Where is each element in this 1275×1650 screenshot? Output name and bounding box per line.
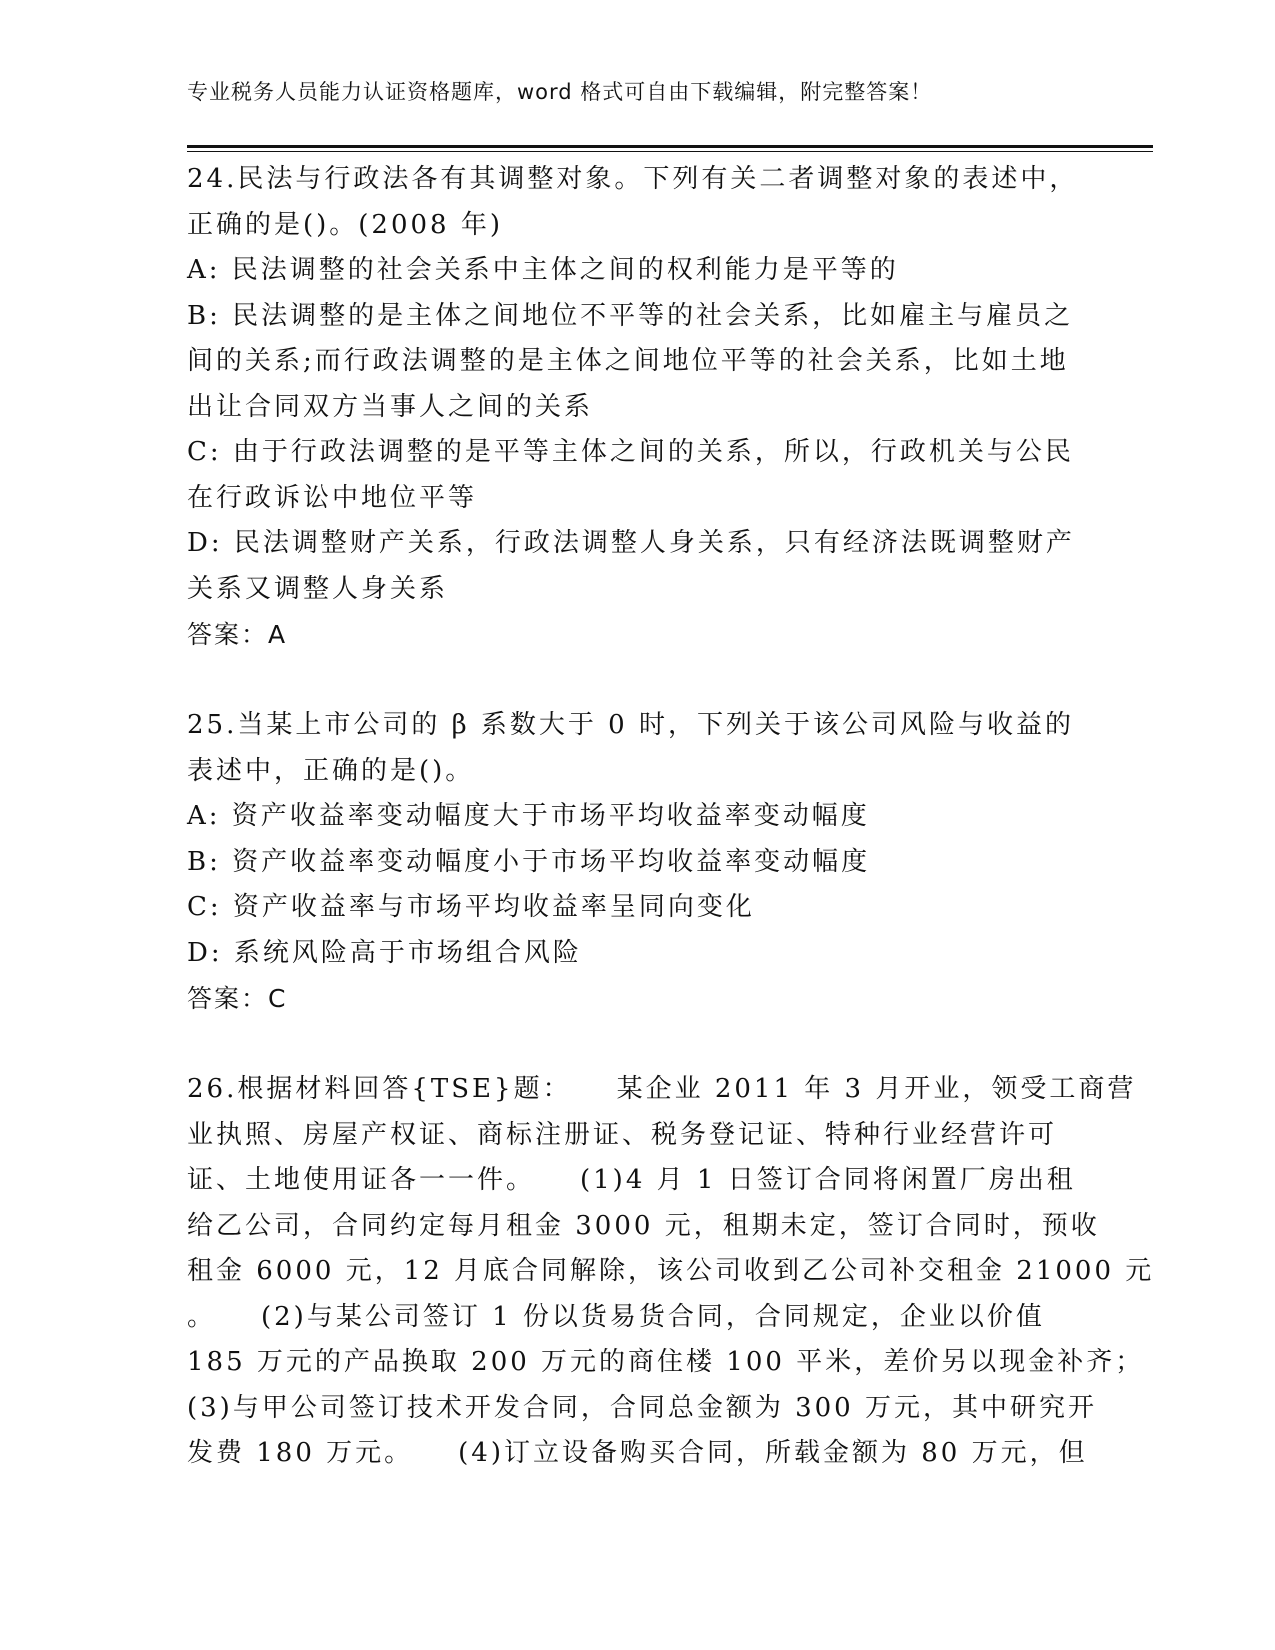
question-stem: 正确的是()。(2008 年) — [187, 209, 504, 240]
option-line: D: 民法调整财产关系，行政法调整人身关系，只有经济法既调整财产 — [187, 528, 1075, 558]
question-stem: 证、土地使用证各一一件。 (1)4 月 1 日签订合同将闲置厂房出租 — [187, 1165, 1076, 1195]
option-d — [187, 931, 1147, 977]
option-a — [187, 248, 1147, 294]
question-stem: 24.民法与行政法各有其调整对象。下列有关二者调整对象的表述中， — [187, 164, 1079, 194]
question-stem: 租金 6000 元，12 月底合同解除，该公司收到乙公司补交租金 21000 元 — [187, 1256, 1155, 1286]
question-stem: 表述中，正确的是()。 — [187, 755, 475, 786]
question-stem: 26.根据材料回答{TSE}题： 某企业 2011 年 3 月开业，领受工商营 — [187, 1074, 1137, 1104]
question-stem: (3)与甲公司签订技术开发合同，合同总金额为 300 万元，其中研究开 — [187, 1392, 1097, 1423]
question-stem: 25.当某上市公司的 β 系数大于 0 时，下列关于该公司风险与收益的 — [187, 710, 1074, 740]
header-rule-thin — [187, 151, 1153, 152]
spacer — [187, 658, 1147, 704]
option-line: 在行政诉讼中地位平等 — [187, 482, 478, 513]
option-c — [187, 885, 1147, 931]
question-stem: 185 万元的产品换取 200 万元的商住楼 100 平米，差价另以现金补齐； — [187, 1347, 1145, 1377]
question-stem: 发费 180 万元。 (4)订立设备购买合同，所载金额为 80 万元，但 — [187, 1438, 1088, 1468]
option-b — [187, 294, 1147, 431]
answer-label: 答案：C — [187, 984, 288, 1013]
header-rule-thick — [187, 145, 1153, 148]
question-24 — [187, 157, 1147, 658]
option-line: 出让合同双方当事人之间的关系 — [187, 391, 594, 422]
option-d — [187, 521, 1147, 612]
question-stem: 给乙公司，合同约定每月租金 3000 元，租期未定，签订合同时，预收 — [187, 1210, 1100, 1241]
option-line: C: 由于行政法调整的是平等主体之间的关系，所以，行政机关与公民 — [187, 437, 1074, 467]
answer-label: 答案：A — [187, 620, 288, 649]
question-26 — [187, 1067, 1155, 1477]
option-a — [187, 794, 1147, 840]
option-line: D: 系统风险高于市场组合风险 — [187, 937, 582, 968]
option-line: 间的关系;而行政法调整的是主体之间地位平等的社会关系，比如土地 — [187, 346, 1069, 376]
option-line: A: 资产收益率变动幅度大于市场平均收益率变动幅度 — [187, 801, 870, 831]
option-c — [187, 430, 1147, 521]
option-line: A: 民法调整的社会关系中主体之间的权利能力是平等的 — [187, 255, 899, 285]
question-stem: 。 (2)与某公司签订 1 份以货易货合同，合同规定，企业以价值 — [187, 1301, 1045, 1332]
option-line: 关系又调整人身关系 — [187, 573, 449, 604]
question-25 — [187, 703, 1147, 1022]
question-list — [187, 157, 1155, 1477]
option-line: C: 资产收益率与市场平均收益率呈同向变化 — [187, 892, 755, 922]
page-header: 专业税务人员能力认证资格题库，word 格式可自由下载编辑，附完整答案！ — [187, 80, 933, 104]
option-line: B: 资产收益率变动幅度小于市场平均收益率变动幅度 — [187, 846, 871, 877]
option-line: B: 民法调整的是主体之间地位不平等的社会关系，比如雇主与雇员之 — [187, 300, 1074, 331]
option-b — [187, 840, 1147, 886]
question-stem: 业执照、房屋产权证、商标注册证、税务登记证、特种行业经营许可 — [187, 1119, 1058, 1150]
spacer — [187, 1022, 1147, 1068]
